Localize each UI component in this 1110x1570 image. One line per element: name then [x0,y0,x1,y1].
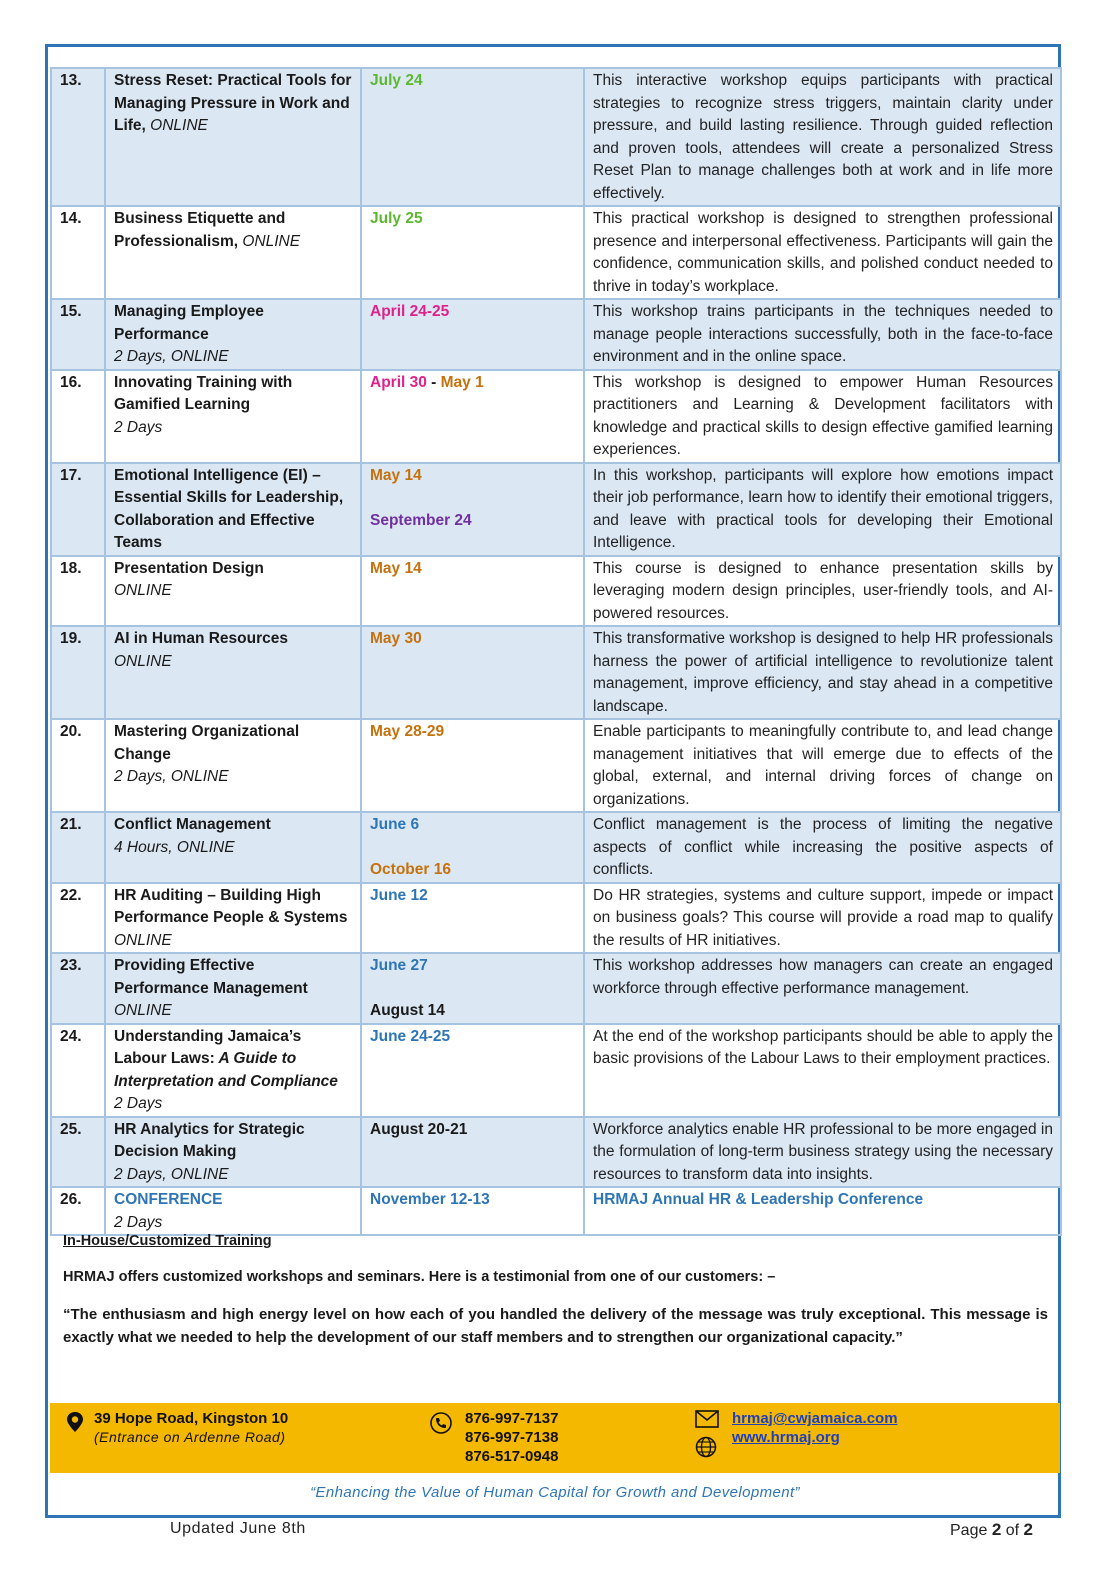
course-date: June 27 [370,957,428,974]
course-description: Conflict management is the process of limiting the negative aspects of conflict while increasing the positive aspects of conflicts. [584,812,1061,883]
table-row [51,556,1061,627]
course-date: June 24-25 [370,1027,451,1045]
course-date: May 14 [370,466,422,484]
course-description: This practical workshop is designed to strengthen professional presence and interpersonal effectiveness. Participants will gain the confidence, communication skills, and polished conduct needed to thrive in today’s workplace. [584,206,1061,299]
course-date: November 12-13 [370,1191,490,1208]
course-description: Enable participants to meaningfully contribute to, and lead change management initiatives that will emerge due to effects of the global, external, and internal driving forces of change on organizations. [584,719,1061,812]
course-number: 21. [51,812,105,883]
table-row [51,463,1061,556]
course-description: Workforce analytics enable HR professional to be more engaged in the formulation of long-term business strategy using the necessary resources to transform data into insights. [584,1117,1061,1188]
course-title: HR Analytics for Strategic Decision Making [114,1120,305,1160]
course-title: CONFERENCE [114,1191,223,1208]
address-block [94,1409,288,1447]
course-number: 24. [51,1024,105,1117]
course-date: May 28-29 [370,723,445,740]
course-title: Emotional Intelligence (EI) – Essential Skills for Leadership, Collaboration and Effective Teams [114,466,344,551]
course-description: This workshop is designed to empower Human Resources practitioners and Learning & Development facilitators with knowledge and practical skills to design effective gamified learning experiences. [584,370,1061,463]
table-row [51,1024,1061,1117]
course-dates-cell [361,953,584,1024]
course-title-cell [105,883,361,954]
course-dates-cell [361,370,584,463]
course-date: October 16 [370,861,451,878]
course-title-cell [105,626,361,719]
page-total: 2 [1023,1520,1033,1539]
course-number: 20. [51,719,105,812]
course-number: 26. [51,1187,105,1235]
course-title-cell [105,1117,361,1188]
course-title-cell [105,953,361,1024]
course-title: HR Auditing – Building High Performance People & Systems [114,886,348,926]
course-dates-cell [361,463,584,556]
date-separator: - [426,373,441,391]
course-format: 2 Days, ONLINE [114,1165,229,1183]
table-row [51,206,1061,299]
course-title-cell [105,206,361,299]
page-of: of [1001,1522,1024,1539]
updated-note: Updated June 8th [170,1520,306,1537]
date-spacer [370,978,576,1001]
course-dates-cell [361,68,584,206]
course-title-cell [105,299,361,370]
course-title-cell [105,463,361,556]
course-date: June 6 [370,816,420,833]
envelope-icon [695,1410,719,1433]
training-schedule-table [50,67,1062,1236]
course-dates-cell [361,626,584,719]
course-number: 23. [51,953,105,1024]
globe-icon [695,1436,717,1463]
course-description: This transformative workshop is designed to help HR professionals harness the power of artificial intelligence to revolutionize talent management, improve efficiency, and stay ahead in a competitive landscape. [584,626,1061,719]
course-dates-cell [361,1024,584,1117]
location-pin-icon [65,1411,85,1438]
course-title: Conflict Management [114,816,271,833]
course-title: Managing Employee Performance [114,303,264,343]
course-dates-cell [361,883,584,954]
course-format: ONLINE [114,652,172,670]
inhouse-heading: In-House/Customized Training [63,1233,272,1249]
course-dates-cell [361,299,584,370]
phone-list [465,1409,558,1466]
table-row [51,719,1061,812]
table-row [51,1187,1061,1235]
course-number: 13. [51,68,105,206]
course-title: Mastering Organizational Change [114,723,300,763]
course-number: 15. [51,299,105,370]
course-format: 2 Days [114,1095,163,1112]
course-date: April 24-25 [370,303,450,320]
course-format: ONLINE [114,582,172,599]
course-description: This course is designed to enhance presentation skills by leveraging modern design principles, user-friendly tools, and AI-powered resources. [584,556,1061,627]
course-date: June 12 [370,886,428,904]
course-date: September 24 [370,511,472,529]
course-number: 14. [51,206,105,299]
course-title-cell [105,370,361,463]
course-description: This workshop trains participants in the techniques needed to manage people interactions successfully, both in the face-to-face environment and in the online space. [584,299,1061,370]
web-contacts [732,1409,898,1447]
course-format: 2 Days [114,1213,163,1231]
course-title-cell [105,68,361,206]
date-spacer [370,487,576,510]
course-date: August 20-21 [370,1120,468,1138]
email-link[interactable]: hrmaj@cwjamaica.com [732,1410,898,1427]
course-date: May 14 [370,559,422,577]
course-title-cell [105,556,361,627]
phone-icon [430,1412,452,1439]
course-description: This workshop addresses how managers can create an engaged workforce through effective performance management. [584,953,1061,1024]
table-row [51,953,1061,1024]
course-number: 25. [51,1117,105,1188]
course-dates-cell [361,812,584,883]
phone-number-2[interactable]: 876-997-7138 [465,1429,559,1446]
course-format: ONLINE [114,931,172,949]
page-prefix: Page [950,1522,992,1539]
website-link[interactable]: www.hrmaj.org [732,1429,840,1446]
address-line: 39 Hope Road, Kingston 10 [94,1410,289,1427]
tagline: “Enhancing the Value of Human Capital for Growth and Development” [310,1484,800,1501]
inhouse-intro: HRMAJ offers customized workshops and seminars. Here is a testimonial from one of our customers: – [63,1269,776,1285]
course-dates-cell [361,1187,584,1235]
course-title-cell [105,1024,361,1117]
course-title: Presentation Design [114,559,264,577]
course-title-cell [105,719,361,812]
course-title-emphasis: A Guide to Interpretation and Compliance [114,1050,338,1090]
course-format: ONLINE [145,117,208,134]
course-description: In this workshop, participants will explore how emotions impact their job performance, learn how to identify their emotional triggers, and leave with practical tools for developing their Emotional Intelligence. [584,463,1061,556]
course-title: Stress Reset: Practical Tools for Managing Pressure in Work and Life, [114,72,352,134]
course-format: 2 Days, ONLINE [114,768,229,785]
course-description: HRMAJ Annual HR & Leadership Conference [584,1187,1061,1235]
contact-footer [50,1403,1060,1473]
course-title-cell [105,812,361,883]
course-title: Providing Effective Performance Management [114,957,308,997]
course-number: 17. [51,463,105,556]
course-format: 2 Days, ONLINE [114,348,229,365]
course-dates-cell [361,206,584,299]
course-date: April 30 [370,373,427,391]
page-number [950,1520,1033,1540]
course-dates-cell [361,1117,584,1188]
course-description: This interactive workshop equips participants with practical strategies to recognize stress triggers, maintain clarity under pressure, and build lasting resilience. Through guided reflection and proven tools, attendees will create a personalized Stress Reset Plan to manage challenges both at work and in life more effectively. [584,68,1061,206]
course-date: August 14 [370,1002,445,1019]
course-title: Innovating Training with Gamified Learning [114,373,293,413]
course-number: 22. [51,883,105,954]
course-format: ONLINE [114,1002,172,1019]
course-date: May 30 [370,630,422,647]
course-title: AI in Human Resources [114,630,288,647]
course-dates-cell [361,556,584,627]
table-row [51,626,1061,719]
course-format: 2 Days [114,418,163,436]
course-description: Do HR strategies, systems and culture support, impede or impact on business goals? This course will provide a road map to qualify the results of HR initiatives. [584,883,1061,954]
table-row [51,68,1061,206]
table-row [51,370,1061,463]
table-row [51,812,1061,883]
phone-number-3[interactable]: 876-517-0948 [465,1448,559,1465]
table-row [51,883,1061,954]
course-format: ONLINE [238,232,301,250]
table-row [51,1117,1061,1188]
testimonial-quote: “The enthusiasm and high energy level on how each of you handled the delivery of the message was truly exceptional. This message is exactly what we needed to help the development of our staff members and to strengthen our organizational capacity.” [63,1306,1048,1346]
course-date: July 24 [370,72,423,89]
course-number: 19. [51,626,105,719]
course-dates-cell [361,719,584,812]
date-spacer [370,837,576,860]
phone-number-1[interactable]: 876-997-7137 [465,1410,559,1427]
course-title: Business Etiquette and Professionalism, [114,210,286,250]
course-title: Understanding Jamaica’s Labour Laws: [114,1027,302,1067]
course-number: 16. [51,370,105,463]
course-date: May 1 [440,373,484,391]
course-number: 18. [51,556,105,627]
course-format: 4 Hours, ONLINE [114,838,235,856]
course-date: July 25 [370,210,423,227]
course-title-cell [105,1187,361,1235]
course-description: At the end of the workshop participants should be able to apply the basic provisions of the Labour Laws to their employment practices. [584,1024,1061,1117]
address-note: (Entrance on Ardenne Road) [94,1429,286,1445]
table-row [51,299,1061,370]
page-current: 2 [991,1520,1002,1539]
